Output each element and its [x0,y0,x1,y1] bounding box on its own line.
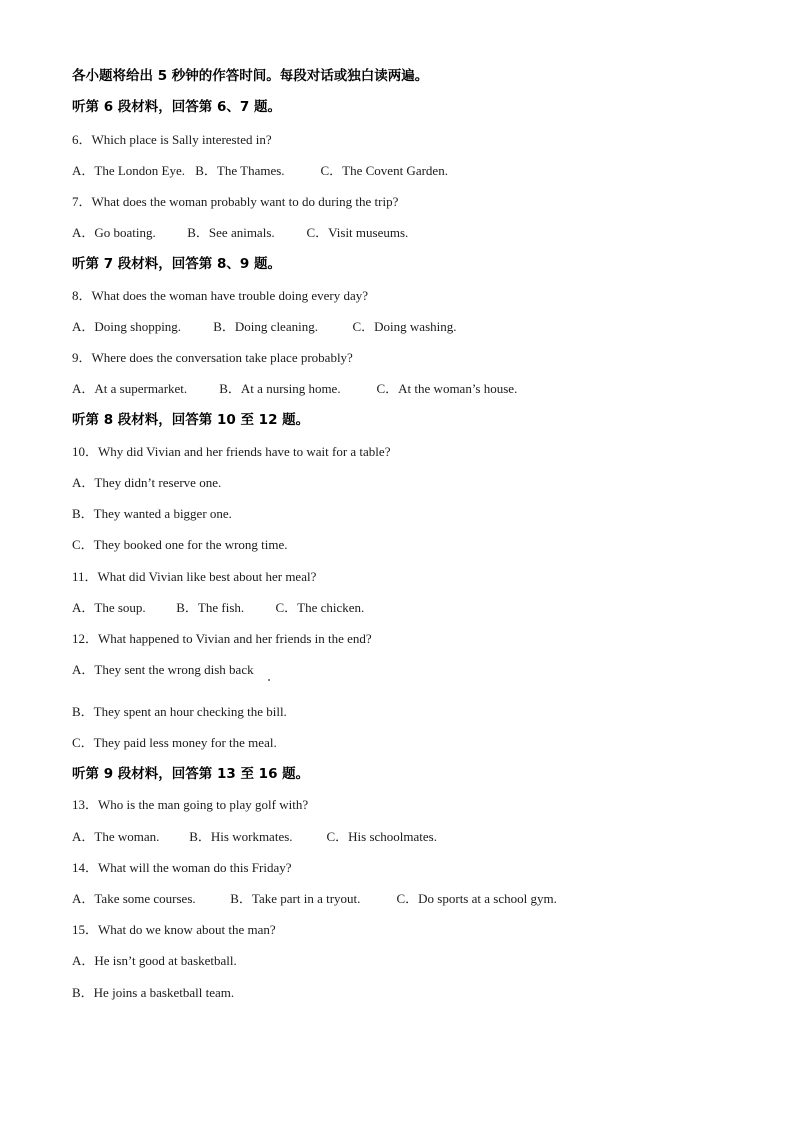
option-b: B．See animals. [187,225,275,240]
option-b: B．At a nursing home. [219,381,341,396]
option-10-c: C．They booked one for the wrong time. [72,537,288,552]
question-stem-11: 11．What did Vivian like best about her meal? [72,569,317,584]
option-12-a: A．They sent the wrong dish back [72,662,254,677]
option-c: C．His schoolmates. [326,829,437,844]
option-c: C．At the woman’s house. [376,381,518,396]
options-row-7 [72,225,408,241]
question-stem-8: 8．What does the woman have trouble doing every day? [72,288,369,303]
stray-mark [268,679,270,681]
option-b: B．Doing cleaning. [213,319,318,334]
option-c: C．Visit museums. [306,225,409,240]
option-a: A．At a supermarket. [72,381,188,396]
option-15-b: B．He joins a basketball team. [72,985,235,1000]
question-stem-9: 9．Where does the conversation take place probably? [72,350,353,365]
section-heading-7: 听第 7 段材料，回答第 8、9 题。 [72,256,281,272]
option-c: C．The chicken. [275,600,365,615]
option-10-b: B．They wanted a bigger one. [72,506,232,521]
question-stem-6: 6．Which place is Sally interested in? [72,132,272,147]
option-a: A．The woman. [72,829,160,844]
options-row-14 [72,891,557,907]
option-a: A．The soup. [72,600,146,615]
options-row-9 [72,381,517,397]
question-stem-14: 14．What will the woman do this Friday? [72,860,292,875]
question-stem-10: 10．Why did Vivian and her friends have to wait for a table? [72,444,391,459]
section-heading-9: 听第 9 段材料，回答第 13 至 16 题。 [72,766,310,782]
option-12-c: C．They paid less money for the meal. [72,735,277,750]
option-c: C．Doing washing. [352,319,457,334]
option-b: B．The fish. [176,600,245,615]
option-12-b: B．They spent an hour checking the bill. [72,704,287,719]
option-10-a: A．They didn’t reserve one. [72,475,222,490]
question-stem-13: 13．Who is the man going to play golf with? [72,797,309,812]
option-c: C．The Covent Garden. [320,163,448,178]
options-row-13 [72,829,437,845]
option-15-a: A．He isn’t good at basketball. [72,953,237,968]
options-row-8 [72,319,457,335]
options-row-11 [72,600,364,616]
section-heading-8: 听第 8 段材料，回答第 10 至 12 题。 [72,412,310,428]
option-a: A．The London Eye. [72,163,186,178]
question-stem-7: 7．What does the woman probably want to do during the trip? [72,194,399,209]
option-a: A．Go boating. [72,225,156,240]
option-b: B．The Thames. [195,163,285,178]
question-stem-15: 15．What do we know about the man? [72,922,276,937]
option-b: B．His workmates. [189,829,293,844]
question-stem-12: 12．What happened to Vivian and her friends in the end? [72,631,372,646]
option-a: A．Take some courses. [72,891,196,906]
option-b: B．Take part in a tryout. [230,891,361,906]
options-row-6 [72,163,448,179]
instructions-line: 各小题将给出 5 秒钟的作答时间。每段对话或独白读两遍。 [72,68,429,84]
option-c: C．Do sports at a school gym. [396,891,557,906]
section-heading-6: 听第 6 段材料，回答第 6、7 题。 [72,99,281,115]
option-a: A．Doing shopping. [72,319,182,334]
